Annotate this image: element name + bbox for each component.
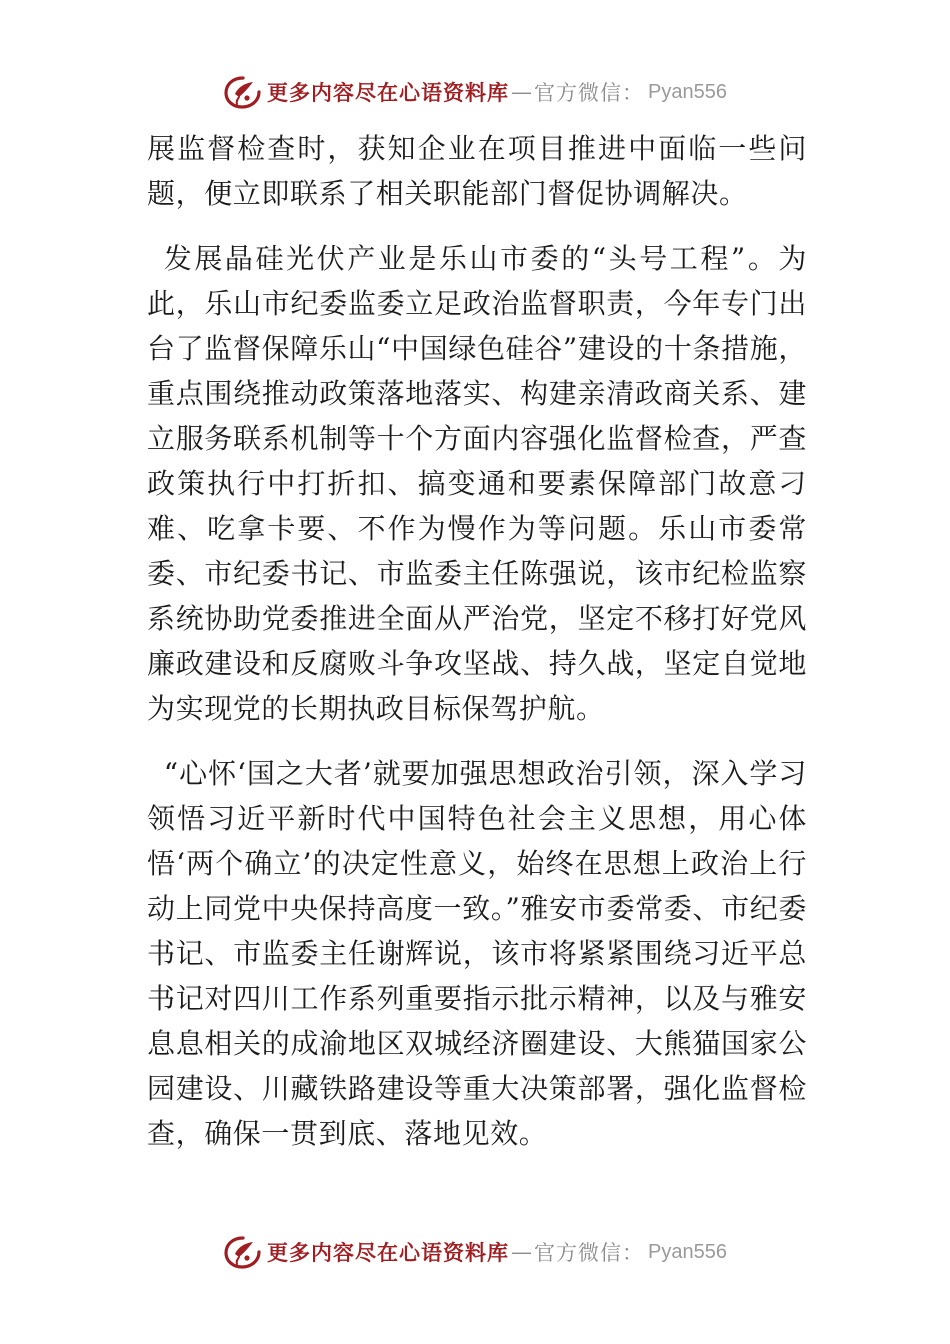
footer-wechat-label: 官方微信：	[534, 1241, 645, 1265]
footer-dash: —	[511, 1240, 533, 1264]
header-wechat-id: Pyan556	[648, 80, 727, 103]
brush-circle-logo-icon	[223, 74, 263, 110]
article-body	[147, 126, 807, 1156]
paragraph: 发展晶硅光伏产业是乐山市委的“头号工程”。为此，乐山市纪委监委立足政治监督职责，今年专门出台了监督保障乐山“中国绿色硅谷”建设的十条措施，重点围绕推动政策落地落实、构建亲清政商关系、建立服务联系机制等十个方面内容强化监督检查，严查政策执行中打折扣、搞变通和要素保障部门故意刁难、吃拿卡要、不作为慢作为等问题。乐山市委常委、市纪委书记、市监委主任陈强说，该市纪检监察系统协助党委推进全面从严治党，坚定不移打好党风廉政建设和反腐败斗争攻坚战、持久战，坚定自觉地为实现党的长期执政目标保驾护航。	[147, 242, 807, 725]
footer-wechat-id: Pyan556	[648, 1240, 727, 1263]
header-watermark-banner	[0, 72, 950, 112]
header-brand-text: 更多内容尽在心语资料库	[267, 80, 510, 105]
footer-watermark-banner	[0, 1232, 950, 1272]
header-wechat-label: 官方微信：	[534, 81, 645, 105]
paragraph: “心怀‘国之大者’就要加强思想政治引领，深入学习领悟习近平新时代中国特色社会主义思想，用心体悟‘两个确立’的决定性意义，始终在思想上政治上行动上同党中央保持高度一致。”雅安市委常委、市纪委书记、市监委主任谢辉说，该市将紧紧围绕习近平总书记对四川工作系列重要指示批示精神，以及与雅安息息相关的成渝地区双城经济圈建设、大熊猫国家公园建设、川藏铁路建设等重大决策部署，强化监督检查，确保一贯到底、落地见效。	[147, 757, 807, 1150]
header-dash: —	[511, 80, 533, 104]
paragraph: 展监督检查时，获知企业在项目推进中面临一些问题，便立即联系了相关职能部门督促协调解决。	[147, 132, 807, 210]
brush-circle-logo-icon	[223, 1234, 263, 1270]
footer-brand-text: 更多内容尽在心语资料库	[267, 1240, 510, 1265]
